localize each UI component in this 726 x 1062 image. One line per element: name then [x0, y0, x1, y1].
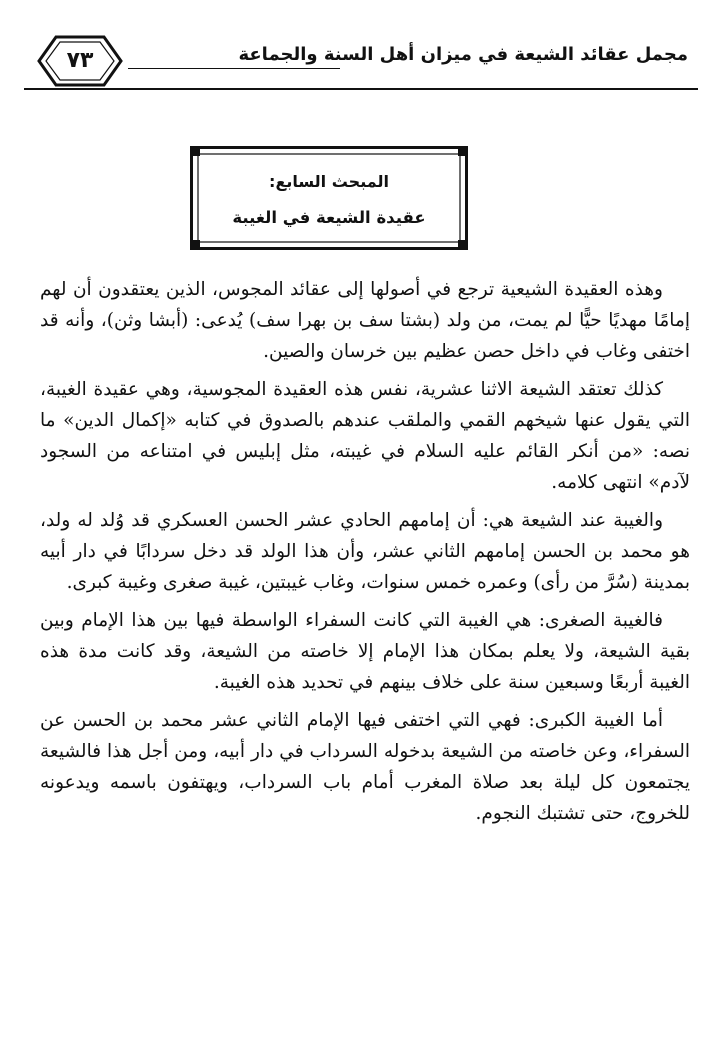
paragraph-2: كذلك تعتقد الشيعة الاثنا عشرية، نفس هذه العقيدة المجوسية، وهي عقيدة الغيبة، التي يقول عنها شيخهم القمي والملقب عندهم بالصدوق في كتابه «إكمال الدين» ما نصه: «من أنكر القائم عليه السلام في غيبته، مثل إبليس في امتناعه من السجود لآدم» انتهى كلامه.	[40, 379, 690, 493]
page-number: ٧٣	[66, 48, 94, 73]
paragraph-3: والغيبة عند الشيعة هي: أن إمامهم الحادي عشر الحسن العسكري قد وُلد له ولد، هو محمد بن الحسن إمامهم الثاني عشر، وأن هذا الولد قد دخل سردابًا في دار أبيه بمدينة (سُرَّ من رأى) وعمره خمس سنوات، وغاب غيبتين، غيبة صغرى وغيبة كبرى.	[40, 510, 690, 593]
header-rule-short	[128, 68, 340, 69]
ornamental-frame-icon	[190, 146, 468, 250]
section-label: المبحث السابع:	[269, 172, 389, 191]
section-title: عقيدة الشيعة في الغيبة	[232, 208, 426, 227]
page-number-badge	[36, 34, 124, 88]
paragraph-1: وهذه العقيدة الشيعية ترجع في أصولها إلى عقائد المجوس، الذين يعتقدون أن لهم إمامًا مهديًا حيًّا لم يمت، من ولد (بشتا سف بن بهرا سف) يُدعى: (أبشا وثن)، وأنه قد اختفى وغاب في داخل حصن عظيم بين خرسان والصين.	[40, 279, 690, 362]
paragraph-4: فالغيبة الصغرى: هي الغيبة التي كانت السفراء الواسطة فيها بين هذا الإمام وبين بقية الشيعة، ولا يعلم بمكان هذا الإمام إلا خاصته من الشيعة، وقد كانت مدة هذه الغيبة أربعًا وسبعين سنة على خلاف بينهم في تحديد هذه الغيبة.	[40, 610, 690, 693]
section-heading-box	[190, 146, 468, 250]
header-rule-long	[24, 88, 698, 90]
running-header-title: مجمل عقائد الشيعة في ميزان أهل السنة والجماعة	[238, 44, 688, 65]
body-text	[40, 274, 690, 836]
paragraph-5: أما الغيبة الكبرى: فهي التي اختفى فيها الإمام الثاني عشر محمد بن الحسن عن السفراء، وعن خاصته من الشيعة بدخوله السرداب في دار أبيه، ومن أجل هذا فالشيعة يجتمعون كل ليلة بعد صلاة المغرب أمام باب السرداب، ويهتفون باسمه ويدعونه للخروج، حتى تشتبك النجوم.	[40, 710, 690, 824]
